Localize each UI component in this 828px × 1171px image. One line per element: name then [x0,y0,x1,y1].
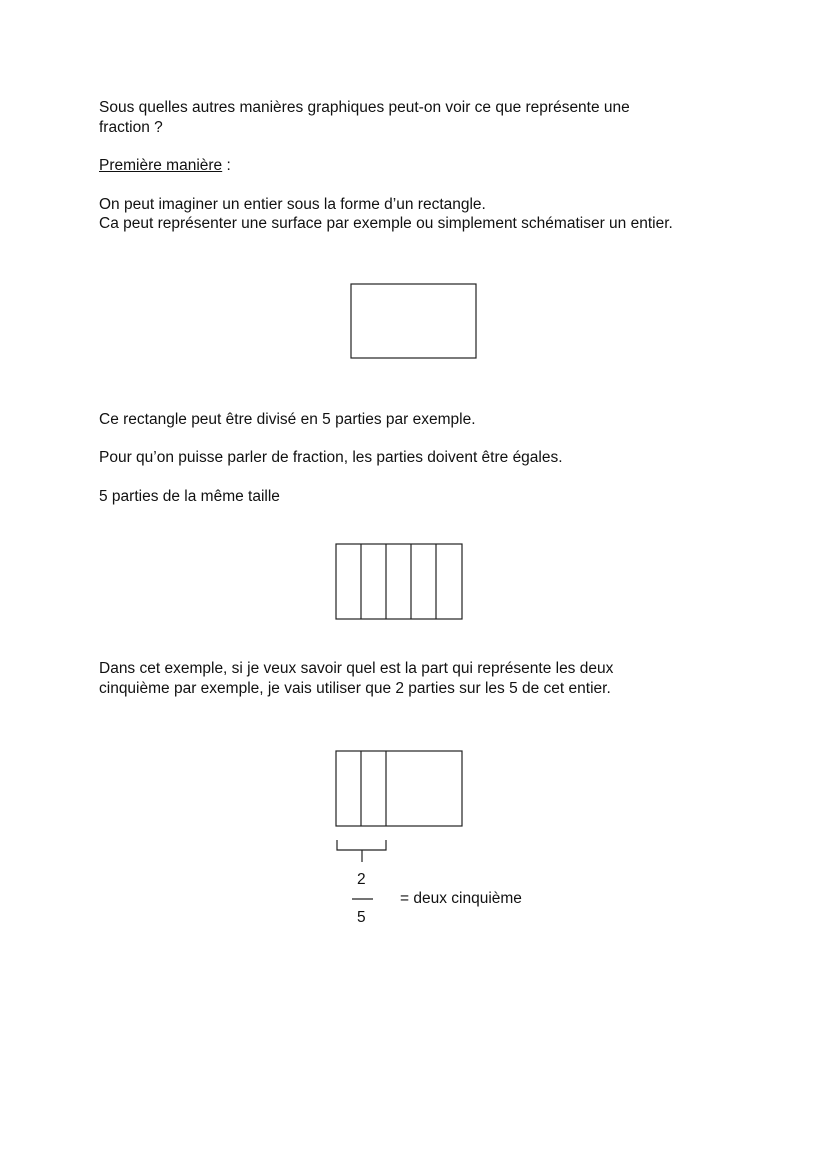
divide-line-2: Pour qu’on puisse parler de fraction, les parties doivent être égales. [99,449,563,466]
intro-line-2: Ca peut représenter une surface par exemple ou simplement schématiser un entier. [99,215,673,232]
fraction-label: = deux cinquième [400,890,522,907]
two-fifths-rectangle [336,751,462,826]
intro-line-1: On peut imaginer un entier sous la forme d’un rectangle. [99,196,486,213]
question-line-1: Sous quelles autres manières graphiques peut-on voir ce que représente une [99,99,630,116]
section-title: Première manière [99,157,223,174]
example-line-2: cinquième par exemple, je vais utiliser que 2 parties sur les 5 de cet entier. [99,680,611,697]
fraction-numerator: 2 [357,871,366,888]
fraction-denominator: 5 [357,909,366,926]
section-suffix: : [222,157,231,174]
divide-line-3: 5 parties de la même taille [99,488,280,505]
divide-line-1: Ce rectangle peut être divisé en 5 parties par exemple. [99,411,476,428]
whole-rectangle [351,284,476,358]
question-line-2: fraction ? [99,119,163,136]
bracket [337,840,386,862]
five-parts-rectangle [336,544,462,619]
example-line-1: Dans cet exemple, si je veux savoir quel est la part qui représente les deux [99,660,614,677]
